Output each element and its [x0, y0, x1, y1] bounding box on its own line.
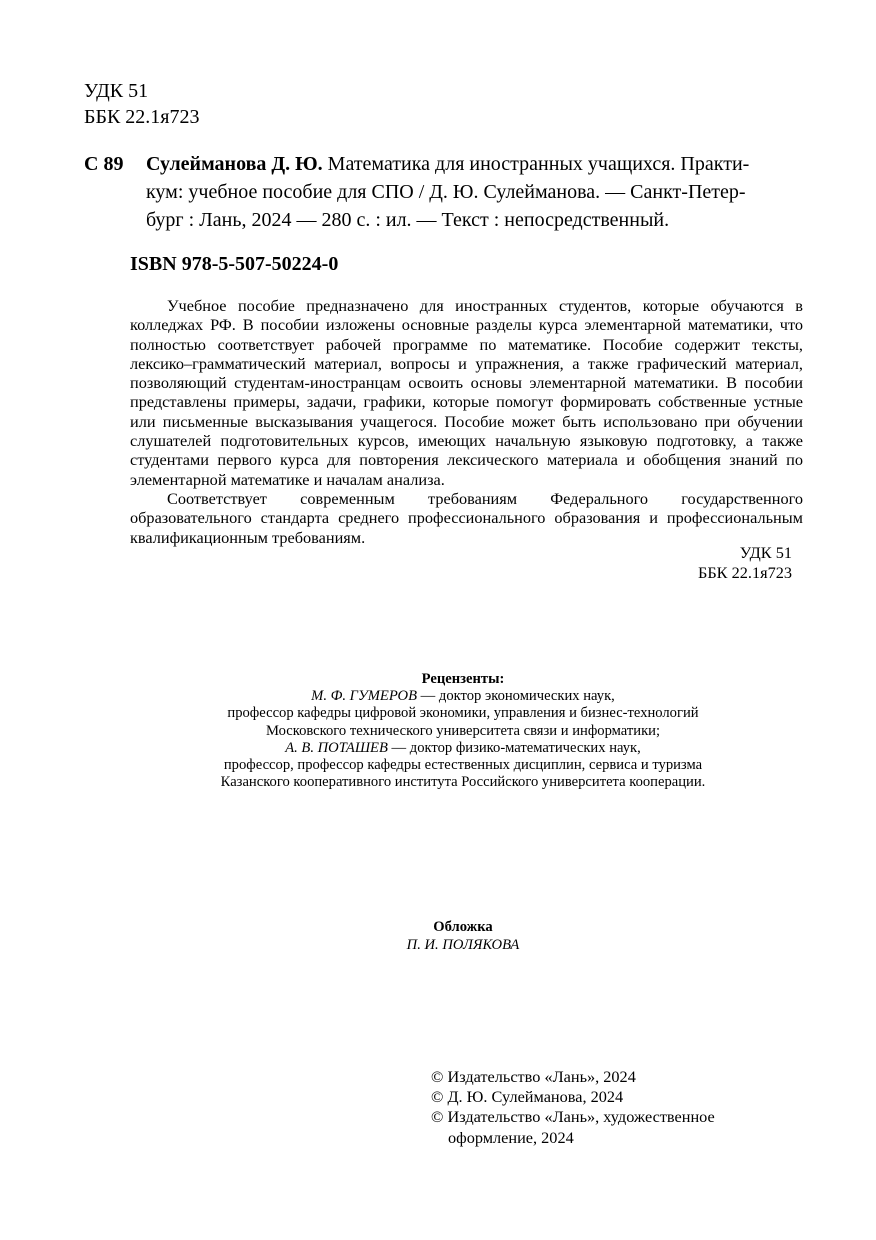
bibliographic-description [146, 150, 796, 234]
reviewer-1-name: М. Ф. ГУМЕРОВ [311, 688, 418, 705]
reviewers-block [150, 671, 776, 791]
classification-top [84, 78, 200, 130]
annotation [130, 296, 803, 547]
reviewer-1-line-3: Московского технического университета связи и информатики; [265, 722, 661, 739]
copyright-line-1: © Издательство «Лань», 2024 [431, 1067, 636, 1086]
bbk-code: ББК 22.1я723 [84, 106, 200, 128]
reviewer-2-line-1 [150, 740, 776, 757]
copyright-line-2: © Д. Ю. Сулейманова, 2024 [431, 1087, 624, 1107]
annotation-paragraph-1: Учебное пособие предназначено для иностранных студентов, которые обучаются в колледжах РФ. В пособии изложены основные разделы курса элементарной математики, что полностью соответствует рабочей программе по математике. Пособие содержит тексты, лексико–грамматический материал, вопросы и упражнения, а также графический материал, позволяющий студентам-иностранцам освоить основы элементарной математики. В пособии представлены примеры, задачи, графики, которые помогут формировать собственные устные или письменные высказывания учащегося. Пособие может быть использовано при обучении слушателей подготовительных курсов, имеющих начальную языковую подготовку, а также студентами первого курса для повторения лексического материала и обобщения знаний по элементарной математике и началам анализа. [130, 296, 803, 489]
biblio-line-2: кум: учебное пособие для СПО / Д. Ю. Сулейманова. — Санкт-Петер- [146, 181, 746, 203]
udk-code: УДК 51 [84, 80, 149, 102]
reviewer-1-line-1 [150, 688, 776, 705]
copyright-line-4: оформление, 2024 [448, 1127, 574, 1147]
author-name: Сулейманова Д. Ю. [146, 153, 323, 175]
cover-credit [300, 918, 626, 954]
biblio-line-3: бург : Лань, 2024 — 280 с. : ил. — Текст : непосредственный. [146, 209, 670, 231]
cover-heading: Обложка [433, 919, 493, 935]
reviewers-heading: Рецензенты: [421, 671, 505, 687]
classification-bottom [698, 543, 792, 582]
copyright-block [431, 1067, 761, 1148]
copyright-line-3: © Издательство «Лань», художественное [431, 1107, 715, 1127]
author-sign: С 89 [84, 153, 124, 175]
bbk-code-bottom: ББК 22.1я723 [697, 562, 792, 582]
bibliographic-entry [84, 150, 796, 234]
reviewer-2-name: А. В. ПОТАШЕВ [285, 739, 388, 756]
udk-code-bottom: УДК 51 [739, 543, 792, 562]
reviewer-2-line-3: Казанского кооперативного института Российского университета кооперации. [220, 774, 706, 791]
reviewer-1-line-2: профессор кафедры цифровой экономики, управления и бизнес-технологий [227, 705, 699, 722]
annotation-paragraph-2: Соответствует современным требованиям Федерального государственного образовательного стандарта среднего профессионального образования и профессиональным квалификационным требованиям. [130, 488, 803, 547]
cover-designer: П. И. ПОЛЯКОВА [406, 937, 520, 953]
biblio-line-1: Математика для иностранных учащихся. Практи- [322, 153, 750, 175]
isbn: ISBN 978-5-507-50224-0 [130, 253, 339, 275]
reviewer-1-title: — доктор экономических наук, [417, 688, 615, 705]
reviewer-2-title: — доктор физико-математических наук, [387, 739, 641, 756]
reviewer-2-line-2: профессор, профессор кафедры естественных дисциплин, сервиса и туризма [223, 757, 703, 774]
